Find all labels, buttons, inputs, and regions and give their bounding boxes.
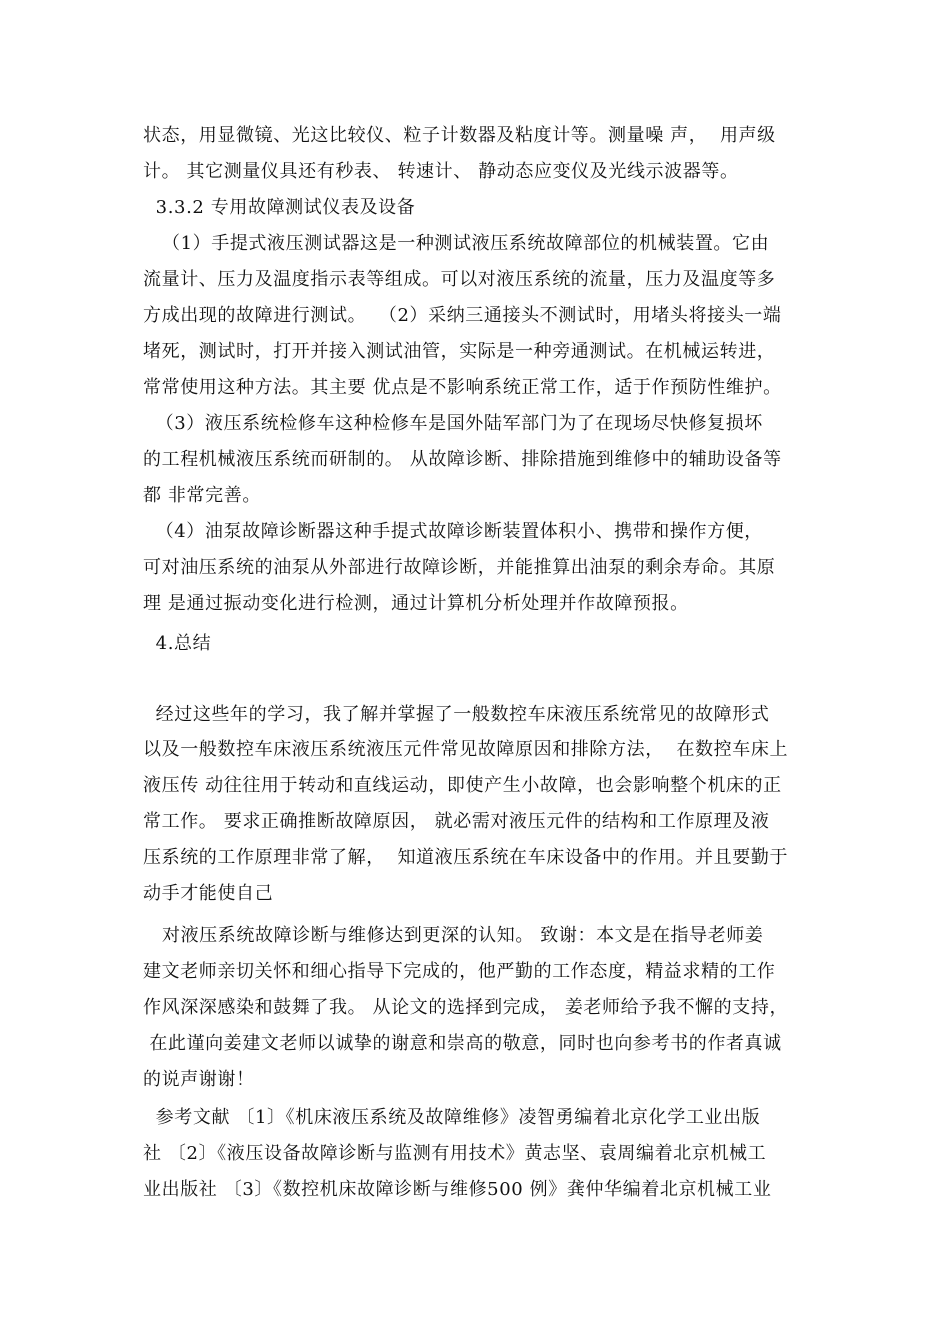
text-line: 的说声谢谢！ xyxy=(143,1069,255,1090)
text-line: 压系统的工作原理非常了解， 知道液压系统在车床设备中的作用。并且要勤于 xyxy=(143,847,789,868)
text-line: 以及一般数控车床液压系统液压元件常见故障原因和排除方法， 在数控车床上 xyxy=(143,739,789,760)
text-line: （1）手提式液压测试器这是一种测试液压系统故障部位的机械装置。它由 xyxy=(143,233,770,254)
text-line: 动手才能使自己 xyxy=(143,883,274,904)
text-line: 液压传 动往往用于转动和直线运动，即使产生小故障，也会影响整个机床的正 xyxy=(143,775,782,796)
text-line: 对液压系统故障诊断与维修达到更深的认知。 致谢：本文是在指导老师姜 xyxy=(143,925,764,946)
text-line: 方成出现的故障进行测试。 （2）采纳三通接头不测试时，用堵头将接头一端 xyxy=(143,305,782,326)
text-line: 理 是通过振动变化进行检测，通过计算机分析处理并作故障预报。 xyxy=(143,593,689,614)
text-line: 常常使用这种方法。其主要 优点是不影响系统正常工作，适于作预防性维护。 xyxy=(143,377,782,398)
text-line: 常工作。 要求正确推断故障原因， 就必需对液压元件的结构和工作原理及液 xyxy=(143,811,770,832)
text-line: 经过这些年的学习，我了解并掌握了一般数控车床液压系统常见的故障形式 xyxy=(143,704,770,725)
text-line: 作风深深感染和鼓舞了我。 从论文的选择到完成， 姜老师给予我不懈的支持， xyxy=(143,997,789,1018)
text-line: 可对油压系统的油泵从外部进行故障诊断，并能推算出油泵的剩余寿命。其原 xyxy=(143,557,776,578)
text-line: 流量计、压力及温度指示表等组成。可以对液压系统的流量，压力及温度等多 xyxy=(143,269,776,290)
text-line: 建文老师亲切关怀和细心指导下完成的，他严勤的工作态度，精益求精的工作 xyxy=(143,961,776,982)
text-line: 堵死，测试时，打开并接入测试油管，实际是一种旁通测试。在机械运转进， xyxy=(143,341,776,362)
text-line: 都 非常完善。 xyxy=(143,485,261,506)
text-line: 计。 其它测量仪具还有秒表、 转速计、 静动态应变仪及光线示波器等。 xyxy=(143,161,739,182)
references-line: 社 〔2〕《液压设备故障诊断与监测有用技术》黄志坚、袁周编着北京机械工 xyxy=(143,1143,767,1164)
text-line: （3）液压系统检修车这种检修车是国外陆军部门为了在现场尽快修复损坏 xyxy=(143,413,763,434)
text-line: 状态，用显微镜、光这比较仪、粒子计数器及粘度计等。测量噪 声， 用声级 xyxy=(143,125,776,146)
references-line: 业出版社 〔3〕《数控机床故障诊断与维修500 例》龚仲华编着北京机械工业 xyxy=(143,1179,772,1200)
references-line: 参考文献 〔1〕《机床液压系统及故障维修》凌智勇编着北京化学工业出版 xyxy=(143,1107,761,1128)
section-heading: 3.3.2 专用故障测试仪表及设备 xyxy=(143,197,416,218)
text-line: 在此谨向姜建文老师以诚挚的谢意和崇高的敬意，同时也向参考书的作者真诚 xyxy=(143,1033,782,1054)
section-heading: 4.总结 xyxy=(143,633,212,654)
text-line: 的工程机械液压系统而研制的。 从故障诊断、排除措施到维修中的辅助设备等 xyxy=(143,449,782,470)
text-line: （4）油泵故障诊断器这种手提式故障诊断装置体积小、携带和操作方便， xyxy=(143,521,763,542)
